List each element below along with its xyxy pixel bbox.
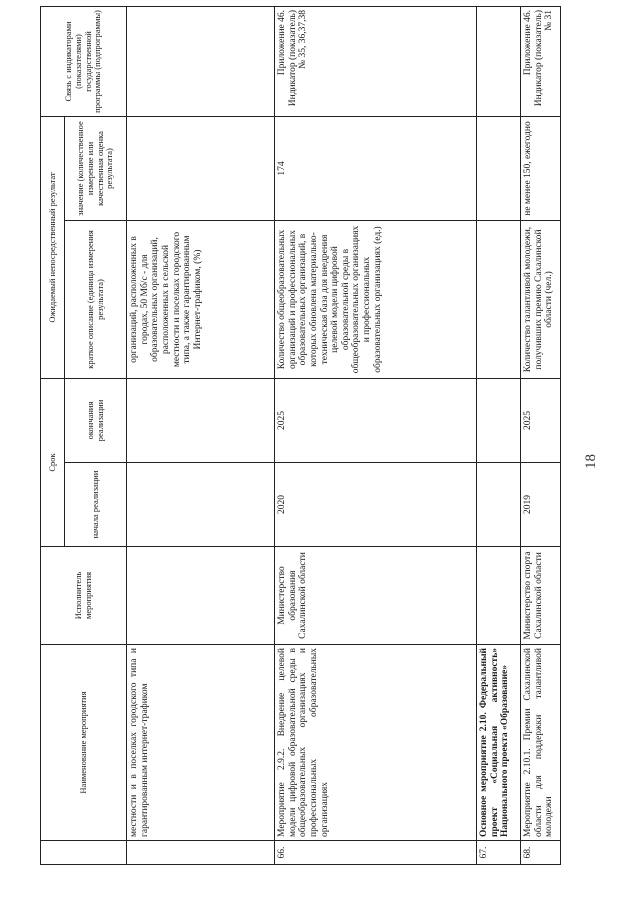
col-brief-header: краткое описание (единица измерения результата) [65,221,127,379]
col-end-header: окончания реализации [65,379,127,463]
table-row [275,7,477,865]
end-year [477,379,521,463]
start-year: 2019 [521,463,561,547]
result-description [477,221,521,379]
result-value [477,117,521,221]
table-row [521,7,561,865]
activity-executor [127,547,275,645]
row-number: 68. [521,841,561,865]
row-number: 67. [477,841,521,865]
indicator-link [477,7,521,117]
activity-executor: Министерство спорта Сахалинской области [521,547,561,645]
table-row [477,7,521,865]
row-number: 66. [275,841,477,865]
activity-name: Мероприятие 2.9.2. Внедрение целевой модели цифровой образовательной среды в общеобразовательных организациях и профессиональных образовательных организациях [275,645,477,841]
col-name-header: Наименование мероприятия [41,645,127,841]
result-value: не менее 150, ежегодно [521,117,561,221]
row-number [127,841,275,865]
result-description: Количество талантливой молодежи, получивших премию Сахалинской области (чел.) [521,221,561,379]
col-link-header: Связь с индикаторами (показателями) государственной программы (подпрограммы) [41,7,127,117]
program-activities-table [40,6,561,865]
indicator-link: Приложение 46. Индикатор (показатель) № 35, 36,37,38 [275,7,477,117]
col-start-header: начала реализации [65,463,127,547]
start-year [127,463,275,547]
result-value: 174 [275,117,477,221]
result-description: Количество общеобразовательных организаций и профессиональных образовательных организаций, в которых обновлена материально-техническая база для внедрения целевой модели цифровой образовательной среды в общеобразовательных организациях и профессиональных образовательных организациях (ед.) [275,221,477,379]
col-executor-header: Исполнитель мероприятия [41,547,127,645]
result-description: организаций, расположенных в городах, 50 Мб/с - для образовательных организаций, расположенных в сельской местности и поселках городского типа, а также гарантированным Интернет-трафиком, (%) [127,221,275,379]
end-year: 2025 [275,379,477,463]
result-value [127,117,275,221]
indicator-link [127,7,275,117]
indicator-link: Приложение 46. Индикатор (показатель) № 31 [521,7,561,117]
activity-name: местности и в поселках городского типа и гарантированным интернет-трафиком [127,645,275,841]
col-term-header: Срок [41,379,65,547]
activity-name: Мероприятие 2.10.1. Премии Сахалинской области для поддержки талантливой молодежи [521,645,561,841]
col-result-header: Ожидаемый непосредственный результат [41,117,65,379]
end-year [127,379,275,463]
col-value-header: значение (количественное измерение или качественная оценка результата) [65,117,127,221]
activity-executor: Министерство образования Сахалинской области [275,547,477,645]
page-number: 18 [583,454,599,469]
start-year: 2020 [275,463,477,547]
end-year: 2025 [521,379,561,463]
activity-name: Основное мероприятие 2.10. Федеральный проект «Социальная активность» Национального проекта «Образование» [477,645,521,841]
col-number-header [41,841,127,865]
activity-executor [477,547,521,645]
table-row [127,7,275,865]
start-year [477,463,521,547]
